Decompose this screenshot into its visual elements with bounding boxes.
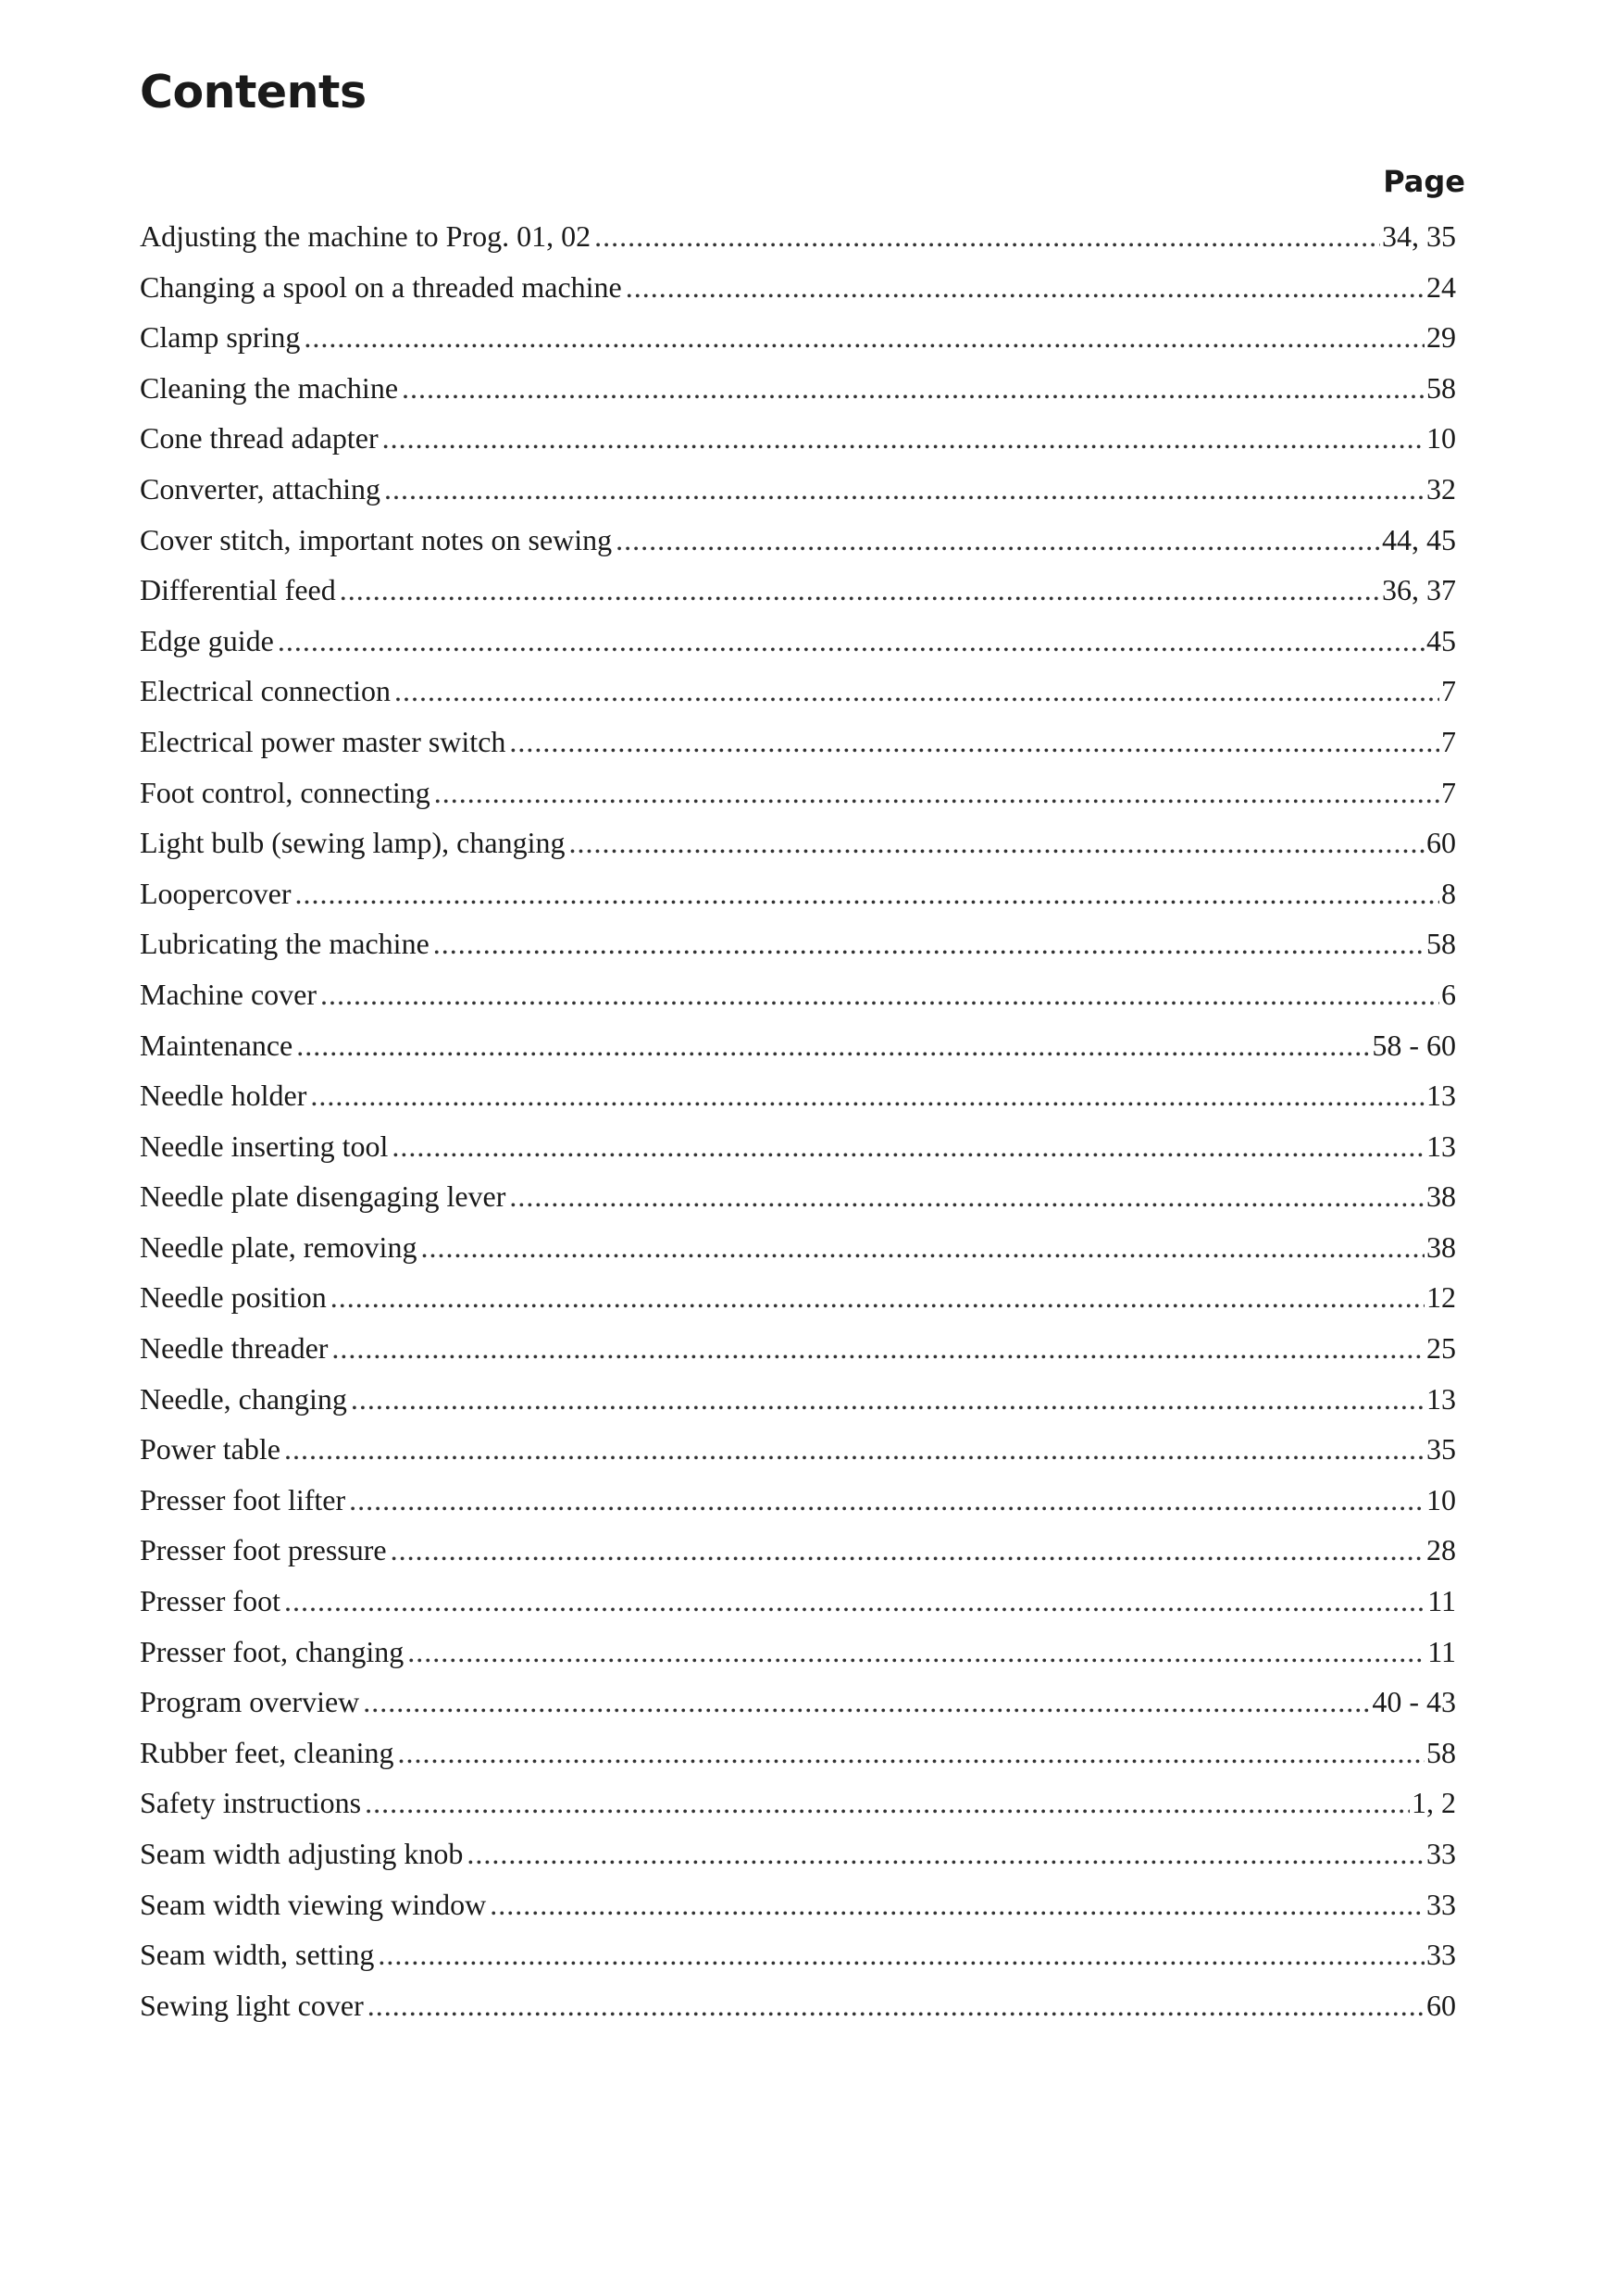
entry-page-number: 11 bbox=[1427, 1634, 1456, 1668]
dot-leader bbox=[384, 464, 1425, 515]
contents-entry bbox=[140, 868, 1456, 919]
entry-label: Seam width adjusting knob bbox=[140, 1837, 464, 1870]
entry-label: Presser foot pressure bbox=[140, 1533, 387, 1567]
entry-label: Electrical connection bbox=[140, 674, 391, 708]
dot-leader bbox=[284, 1424, 1425, 1475]
page-column-heading: Page bbox=[1383, 164, 1465, 199]
dot-leader bbox=[467, 1828, 1425, 1879]
dot-leader bbox=[363, 1677, 1370, 1728]
entry-label: Needle holder bbox=[140, 1079, 307, 1113]
dot-leader bbox=[616, 515, 1380, 566]
entry-page-number: 38 bbox=[1426, 1229, 1456, 1264]
contents-entry bbox=[140, 1828, 1456, 1879]
dot-leader bbox=[310, 1070, 1425, 1121]
entry-label: Loopercover bbox=[140, 876, 292, 910]
entry-page-number: 35 bbox=[1426, 1432, 1456, 1466]
contents-entry bbox=[140, 413, 1456, 464]
dot-leader bbox=[398, 1728, 1425, 1778]
entry-label: Cleaning the machine bbox=[140, 370, 399, 405]
entry-page-number: 33 bbox=[1426, 1887, 1456, 1921]
entry-page-number: 24 bbox=[1426, 269, 1456, 304]
entry-label: Seam width viewing window bbox=[140, 1887, 487, 1921]
contents-entry bbox=[140, 666, 1456, 717]
contents-entry bbox=[140, 515, 1456, 566]
contents-entry bbox=[140, 1879, 1456, 1930]
contents-entry bbox=[140, 1171, 1456, 1222]
contents-entry bbox=[140, 1323, 1456, 1374]
contents-entry bbox=[140, 616, 1456, 667]
entry-page-number: 33 bbox=[1426, 1938, 1456, 1972]
contents-entry bbox=[140, 1627, 1456, 1678]
entry-label: Presser foot, changing bbox=[140, 1634, 404, 1668]
entry-label: Electrical power master switch bbox=[140, 724, 506, 758]
entry-label: Presser foot lifter bbox=[140, 1482, 346, 1516]
entry-label: Needle plate, removing bbox=[140, 1229, 417, 1264]
entry-page-number: 32 bbox=[1426, 471, 1456, 505]
dot-leader bbox=[490, 1879, 1425, 1930]
entry-label: Machine cover bbox=[140, 977, 317, 1011]
contents-entry bbox=[140, 817, 1456, 868]
entry-page-number: 13 bbox=[1426, 1129, 1456, 1163]
contents-entry bbox=[140, 1525, 1456, 1576]
dot-leader bbox=[509, 1171, 1425, 1222]
entry-page-number: 10 bbox=[1426, 421, 1456, 455]
dot-leader bbox=[391, 1525, 1425, 1576]
contents-entry bbox=[140, 969, 1456, 1020]
entry-page-number: 7 bbox=[1441, 775, 1456, 809]
entry-label: Cover stitch, important notes on sewing bbox=[140, 522, 613, 556]
contents-entry bbox=[140, 1121, 1456, 1172]
entry-label: Safety instructions bbox=[140, 1786, 362, 1820]
entry-page-number: 6 bbox=[1441, 977, 1456, 1011]
entry-page-number: 1, 2 bbox=[1412, 1786, 1456, 1820]
dot-leader bbox=[392, 1121, 1425, 1172]
contents-entry bbox=[140, 1272, 1456, 1323]
contents-entry bbox=[140, 1070, 1456, 1121]
dot-leader bbox=[509, 717, 1439, 767]
contents-entry bbox=[140, 1475, 1456, 1526]
dot-leader bbox=[320, 969, 1439, 1020]
entry-label: Maintenance bbox=[140, 1028, 293, 1062]
dot-leader bbox=[378, 1929, 1425, 1980]
dot-leader bbox=[626, 262, 1425, 313]
entry-label: Needle position bbox=[140, 1280, 327, 1315]
entry-label: Converter, attaching bbox=[140, 471, 380, 505]
entry-page-number: 36, 37 bbox=[1382, 573, 1456, 607]
contents-entry bbox=[140, 717, 1456, 767]
contents-entry bbox=[140, 1374, 1456, 1425]
entry-label: Presser foot bbox=[140, 1584, 280, 1618]
entry-page-number: 44, 45 bbox=[1382, 522, 1456, 556]
contents-entry bbox=[140, 565, 1456, 616]
entry-label: Clamp spring bbox=[140, 320, 301, 355]
entry-page-number: 45 bbox=[1426, 623, 1456, 657]
entry-label: Seam width, setting bbox=[140, 1938, 375, 1972]
contents-entry bbox=[140, 363, 1456, 414]
contents-entry bbox=[140, 1728, 1456, 1778]
entry-label: Sewing light cover bbox=[140, 1988, 364, 2022]
dot-leader bbox=[278, 616, 1425, 667]
dot-leader bbox=[367, 1980, 1425, 2031]
entry-page-number: 13 bbox=[1426, 1079, 1456, 1113]
dot-leader bbox=[304, 312, 1425, 363]
contents-entry bbox=[140, 262, 1456, 313]
entry-label: Needle inserting tool bbox=[140, 1129, 389, 1163]
entry-page-number: 25 bbox=[1426, 1331, 1456, 1366]
entry-label: Needle, changing bbox=[140, 1381, 347, 1416]
dot-leader bbox=[294, 868, 1439, 919]
dot-leader bbox=[434, 767, 1439, 818]
entry-page-number: 28 bbox=[1426, 1533, 1456, 1567]
dot-leader bbox=[394, 666, 1439, 717]
entry-page-number: 12 bbox=[1426, 1280, 1456, 1315]
entry-page-number: 13 bbox=[1426, 1381, 1456, 1416]
entry-label: Foot control, connecting bbox=[140, 775, 430, 809]
entry-page-number: 34, 35 bbox=[1382, 219, 1456, 253]
dot-leader bbox=[420, 1222, 1425, 1273]
entry-label: Edge guide bbox=[140, 623, 274, 657]
contents-list bbox=[140, 211, 1456, 2030]
dot-leader bbox=[402, 363, 1425, 414]
contents-entry bbox=[140, 1576, 1456, 1627]
entry-page-number: 38 bbox=[1426, 1179, 1456, 1214]
entry-label: Lubricating the machine bbox=[140, 927, 429, 961]
dot-leader bbox=[330, 1272, 1425, 1323]
entry-page-number: 8 bbox=[1441, 876, 1456, 910]
entry-label: Light bulb (sewing lamp), changing bbox=[140, 826, 566, 860]
entry-label: Differential feed bbox=[140, 573, 336, 607]
entry-page-number: 33 bbox=[1426, 1837, 1456, 1870]
contents-entry bbox=[140, 1222, 1456, 1273]
entry-page-number: 60 bbox=[1426, 1988, 1456, 2022]
contents-entry bbox=[140, 918, 1456, 969]
entry-page-number: 58 bbox=[1426, 1735, 1456, 1769]
contents-entry bbox=[140, 1929, 1456, 1980]
contents-entry bbox=[140, 1020, 1456, 1071]
entry-page-number: 7 bbox=[1441, 724, 1456, 758]
entry-page-number: 10 bbox=[1426, 1482, 1456, 1516]
contents-entry bbox=[140, 211, 1456, 262]
dot-leader bbox=[568, 817, 1425, 868]
entry-page-number: 7 bbox=[1441, 674, 1456, 708]
entry-label: Cone thread adapter bbox=[140, 421, 379, 455]
entry-label: Adjusting the machine to Prog. 01, 02 bbox=[140, 219, 591, 253]
dot-leader bbox=[331, 1323, 1425, 1374]
entry-label: Power table bbox=[140, 1432, 280, 1466]
dot-leader bbox=[365, 1778, 1410, 1828]
contents-entry bbox=[140, 1778, 1456, 1828]
entry-label: Rubber feet, cleaning bbox=[140, 1735, 394, 1769]
contents-entry bbox=[140, 464, 1456, 515]
dot-leader bbox=[594, 211, 1380, 262]
entry-label: Needle plate disengaging lever bbox=[140, 1179, 506, 1214]
contents-entry bbox=[140, 1677, 1456, 1728]
dot-leader bbox=[296, 1020, 1370, 1071]
dot-leader bbox=[407, 1627, 1425, 1678]
entry-page-number: 29 bbox=[1426, 320, 1456, 355]
entry-page-number: 58 bbox=[1426, 927, 1456, 961]
dot-leader bbox=[433, 918, 1425, 969]
dot-leader bbox=[351, 1374, 1425, 1425]
entry-label: Program overview bbox=[140, 1685, 360, 1719]
entry-label: Needle threader bbox=[140, 1331, 329, 1366]
dot-leader bbox=[382, 413, 1425, 464]
entry-page-number: 40 - 43 bbox=[1372, 1685, 1456, 1719]
contents-entry bbox=[140, 312, 1456, 363]
dot-leader bbox=[284, 1576, 1425, 1627]
entry-label: Changing a spool on a threaded machine bbox=[140, 269, 622, 304]
page-title: Contents bbox=[140, 66, 367, 119]
entry-page-number: 60 bbox=[1426, 826, 1456, 860]
dot-leader bbox=[340, 565, 1380, 616]
entry-page-number: 58 bbox=[1426, 370, 1456, 405]
contents-entry bbox=[140, 767, 1456, 818]
dot-leader bbox=[349, 1475, 1425, 1526]
contents-entry bbox=[140, 1980, 1456, 2031]
entry-page-number: 11 bbox=[1427, 1584, 1456, 1618]
entry-page-number: 58 - 60 bbox=[1372, 1028, 1456, 1062]
contents-entry bbox=[140, 1424, 1456, 1475]
